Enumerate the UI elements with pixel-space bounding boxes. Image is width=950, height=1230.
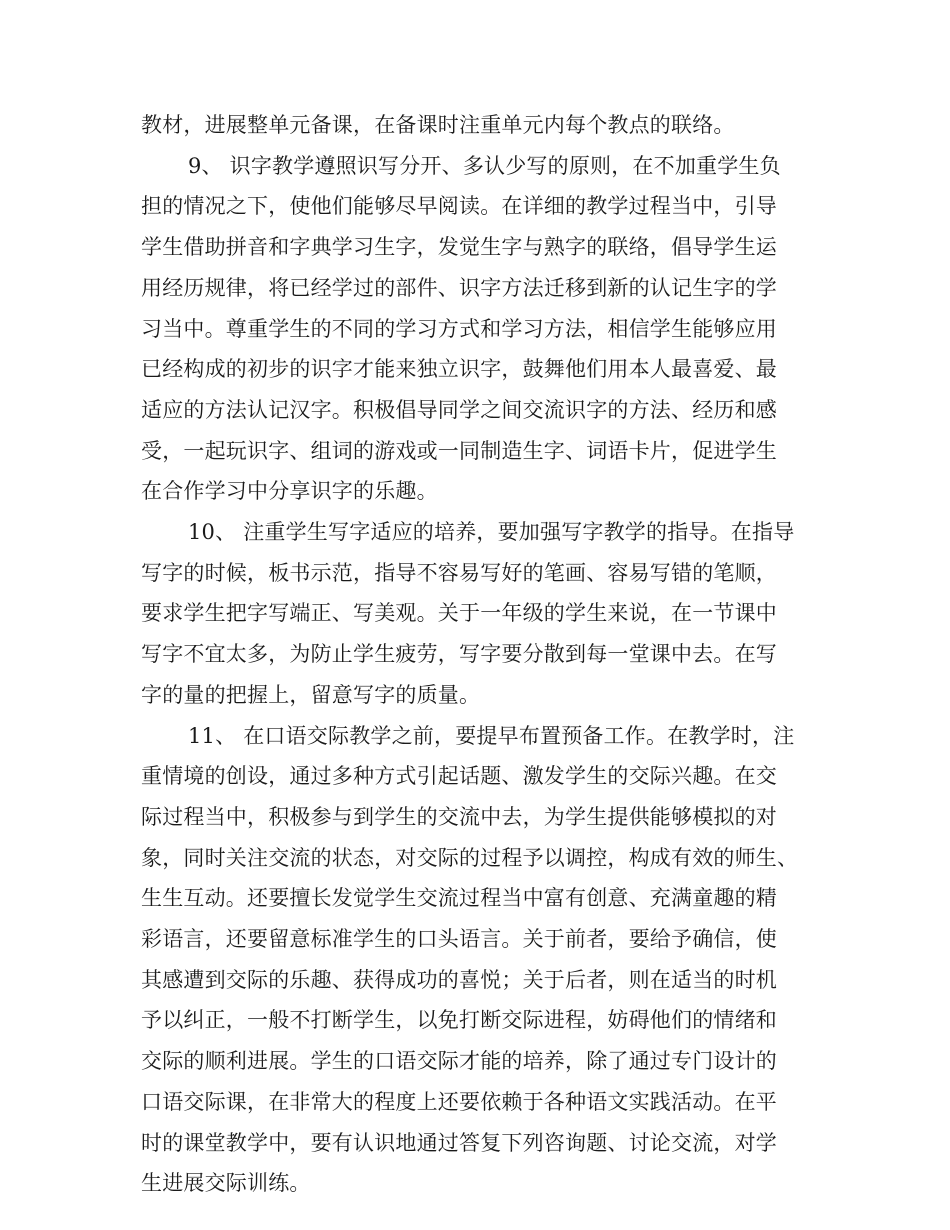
text-line: 教材，进展整单元备课，在备课时注重单元内每个教点的联络。: [141, 113, 735, 137]
text-line: 写字的时候，板书示范，指导不容易写好的笔画、容易写错的笔顺，: [141, 561, 777, 585]
text-line: 际过程当中，积极参与到学生的交流中去，为学生提供能够模拟的对: [141, 805, 777, 829]
text-line: 其感遭到交际的乐趣、获得成功的喜悦；关于后者，则在适当的时机: [141, 968, 777, 992]
text-line: 已经构成的初步的识字才能来独立识字，鼓舞他们用本人最喜爱、最: [141, 357, 777, 381]
text-line: 字的量的把握上，留意写字的质量。: [141, 683, 481, 707]
text-line: 生生互动。还要擅长发觉学生交流过程当中富有创意、充满童趣的精: [141, 886, 777, 910]
text-line: 彩语言，还要留意标准学生的口头语言。关于前者，要给予确信，使: [141, 927, 777, 951]
paragraph-10-first-line: 10、 注重学生写字适应的培养，要加强写字教学的指导。在指导: [188, 520, 795, 544]
text-line: 在合作学习中分享识字的乐趣。: [141, 479, 438, 503]
paragraph-9-first-line: 9、 识字教学遵照识写分开、多认少写的原则，在不加重学生负: [188, 154, 781, 178]
text-line: 予以纠正，一般不打断学生，以免打断交际进程，妨碍他们的情绪和: [141, 1008, 777, 1032]
text-line: 习当中。尊重学生的不同的学习方式和学习方法，相信学生能够应用: [141, 317, 777, 341]
paragraph-11-first-line: 11、 在口语交际教学之前，要提早布置预备工作。在教学时，注: [188, 724, 795, 748]
text-line: 象，同时关注交流的状态，对交际的过程予以调控，构成有效的师生、: [141, 846, 799, 870]
text-line: 时的课堂教学中，要有认识地通过答复下列咨询题、讨论交流，对学: [141, 1131, 777, 1155]
text-line: 受，一起玩识字、组词的游戏或一同制造生字、词语卡片，促进学生: [141, 439, 777, 463]
text-line: 适应的方法认记汉字。积极倡导同学之间交流识字的方法、经历和感: [141, 398, 777, 422]
text-line: 重情境的创设，通过多种方式引起话题、激发学生的交际兴趣。在交: [141, 764, 777, 788]
text-line: 交际的顺利进展。学生的口语交际才能的培养，除了通过专门设计的: [141, 1049, 777, 1073]
text-line: 要求学生把字写端正、写美观。关于一年级的学生来说，在一节课中: [141, 601, 777, 625]
text-line: 生进展交际训练。: [141, 1171, 311, 1195]
text-line: 学生借助拼音和字典学习生字，发觉生字与熟字的联络，倡导学生运: [141, 235, 777, 259]
text-line: 担的情况之下，使他们能够尽早阅读。在详细的教学过程当中，引导: [141, 194, 777, 218]
text-line: 写字不宜太多，为防止学生疲劳，写字要分散到每一堂课中去。在写: [141, 642, 777, 666]
text-line: 口语交际课，在非常大的程度上还要依赖于各种语文实践活动。在平: [141, 1090, 777, 1114]
text-line: 用经历规律，将已经学过的部件、识字方法迁移到新的认记生字的学: [141, 276, 777, 300]
